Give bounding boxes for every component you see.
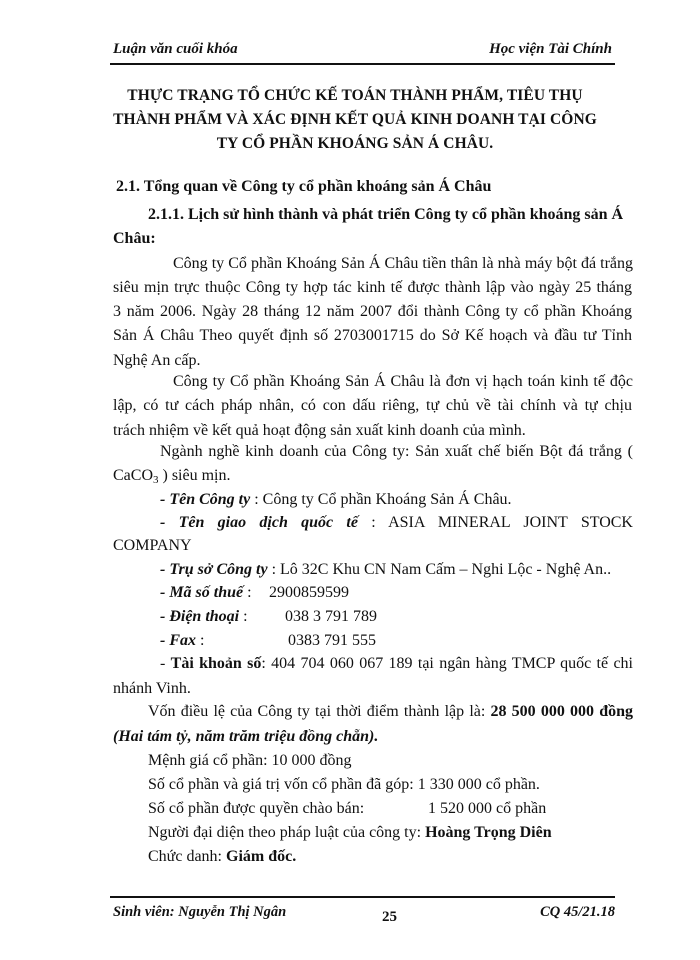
legal-representative: [148, 823, 552, 843]
p2-line-3: trách nhiệm về kết quả hoạt động sản xuất kinh doanh của mình.: [113, 422, 526, 439]
company-fax-label: - Fax: [160, 632, 196, 649]
company-phone-value: 038 3 791 789: [285, 608, 377, 625]
company-intl-label: - Tên giao dịch quốc tế: [160, 514, 358, 531]
header-rule: [110, 63, 615, 65]
title-line-3: TY CỔ PHẦN KHOÁNG SẢN Á CHÂU.: [216, 135, 494, 152]
page-number: 25: [382, 909, 397, 925]
p3-caco-text: CaCO: [113, 467, 153, 484]
company-account-prefix: -: [160, 655, 171, 672]
company-account-value: : 404 704 060 067 189 tại ngân hàng TMCP quốc tế chi: [261, 655, 633, 672]
position: [148, 847, 296, 867]
p2-line-1: Công ty Cổ phần Khoáng Sản Á Châu là đơn vị hạch toán kinh tế độc: [173, 373, 633, 390]
company-fax-sep: :: [196, 632, 205, 649]
capital-words: (Hai tám tỷ, năm trăm triệu đồng chẵn).: [113, 728, 379, 745]
contributed-shares: Số cổ phần và giá trị vốn cổ phần đã góp: 1 330 000 cổ phần.: [148, 776, 540, 793]
offered-shares-label: Số cổ phần được quyền chào bán:: [148, 800, 365, 817]
company-fax-value: 0383 791 555: [288, 632, 376, 649]
offered-shares-value: 1 520 000 cổ phần: [428, 800, 547, 817]
company-account-row: [160, 655, 633, 673]
company-name-value: : Công ty Cổ phần Khoáng Sản Á Châu.: [250, 491, 512, 508]
footer-class: CQ 45/21.18: [540, 904, 615, 920]
p1-line-2: siêu mịn trực thuộc Công ty hợp tác kinh tế được thành lập vào ngày 25 tháng: [113, 279, 632, 296]
p1-line-3: 3 năm 2006. Ngày 28 tháng 12 năm 2007 đổi thành Công ty cổ phần Khoáng: [113, 303, 632, 320]
subsection-heading-line-1: 2.1.1. Lịch sử hình thành và phát triển Công ty cổ phần khoáng sản Á: [148, 206, 624, 223]
p3-caco-after: ) siêu mịn.: [158, 467, 231, 484]
capital-text: Vốn điều lệ của Công ty tại thời điểm thành lập là:: [148, 703, 491, 720]
company-name-label: - Tên Công ty: [160, 491, 251, 508]
p1-line-5: Nghệ An cấp.: [113, 352, 201, 369]
company-phone-sep: :: [239, 608, 248, 625]
company-tax-sep: :: [243, 584, 252, 601]
company-hq-value: : Lô 32C Khu CN Nam Cấm – Nghi Lộc - Nghệ An..: [267, 561, 612, 578]
company-hq-label: - Trụ sở Công ty: [160, 561, 268, 578]
company-account-label: Tài khoản số: [170, 655, 262, 672]
company-intl-row: [160, 514, 633, 532]
capital-amount: 28 500 000 000 đồng: [490, 703, 633, 720]
subsection-heading-line-2: Châu:: [113, 230, 156, 247]
footer-rule: [110, 896, 615, 898]
company-tax-value: 2900859599: [269, 584, 349, 601]
company-phone-label: - Điện thoại: [160, 608, 240, 625]
p3-line-1: Ngành nghề kinh doanh của Công ty: Sản xuất chế biến Bột đá trắng (: [160, 443, 633, 460]
page-title: [95, 84, 615, 156]
rep-name: Hoàng Trọng Diên: [425, 824, 552, 841]
capital-line-1: [148, 703, 633, 721]
company-hq-row: [160, 560, 611, 580]
p2-line-2: lập, có tư cách pháp nhân, có con dấu riêng, tự chủ về tài chính và tự chịu: [113, 397, 632, 414]
footer-student: Sinh viên: Nguyễn Thị Ngân: [113, 904, 287, 920]
section-heading: 2.1. Tổng quan về Công ty cổ phần khoáng sản Á Châu: [116, 178, 492, 195]
rep-label: Người đại diện theo pháp luật của công ty:: [148, 824, 426, 841]
p3-caco-subscript: 3: [153, 474, 159, 486]
company-tax-label: - Mã số thuế: [160, 584, 244, 601]
title-line-1: THỰC TRẠNG TỔ CHỨC KẾ TOÁN THÀNH PHẨM, TIÊU THỤ: [127, 87, 583, 104]
position-value: Giám đốc.: [226, 848, 297, 865]
company-intl-value: : ASIA MINERAL JOINT STOCK: [357, 514, 633, 531]
company-tax-row: [160, 583, 252, 603]
company-phone-row: [160, 607, 248, 627]
company-account-line-2: nhánh Vinh.: [113, 680, 191, 697]
par-value: Mệnh giá cổ phần: 10 000 đồng: [148, 752, 352, 769]
p3-line-2: [113, 466, 231, 490]
header-left: Luận văn cuối khóa: [113, 41, 238, 57]
company-fax-row: [160, 631, 204, 651]
company-intl-line-2: COMPANY: [113, 537, 192, 554]
position-label: Chức danh:: [148, 848, 226, 865]
title-line-2: THÀNH PHẨM VÀ XÁC ĐỊNH KẾT QUẢ KINH DOANH TẠI CÔNG: [113, 111, 597, 128]
p1-line-1: Công ty Cổ phần Khoáng Sản Á Châu tiền thân là nhà máy bột đá trắng: [173, 255, 633, 272]
p1-line-4: Sản Á Châu Theo quyết định số 2703001715 do Sở Kế hoạch và đầu tư Tỉnh: [113, 327, 632, 344]
company-name-row: [160, 490, 512, 510]
header-right: Học viện Tài Chính: [489, 41, 612, 57]
